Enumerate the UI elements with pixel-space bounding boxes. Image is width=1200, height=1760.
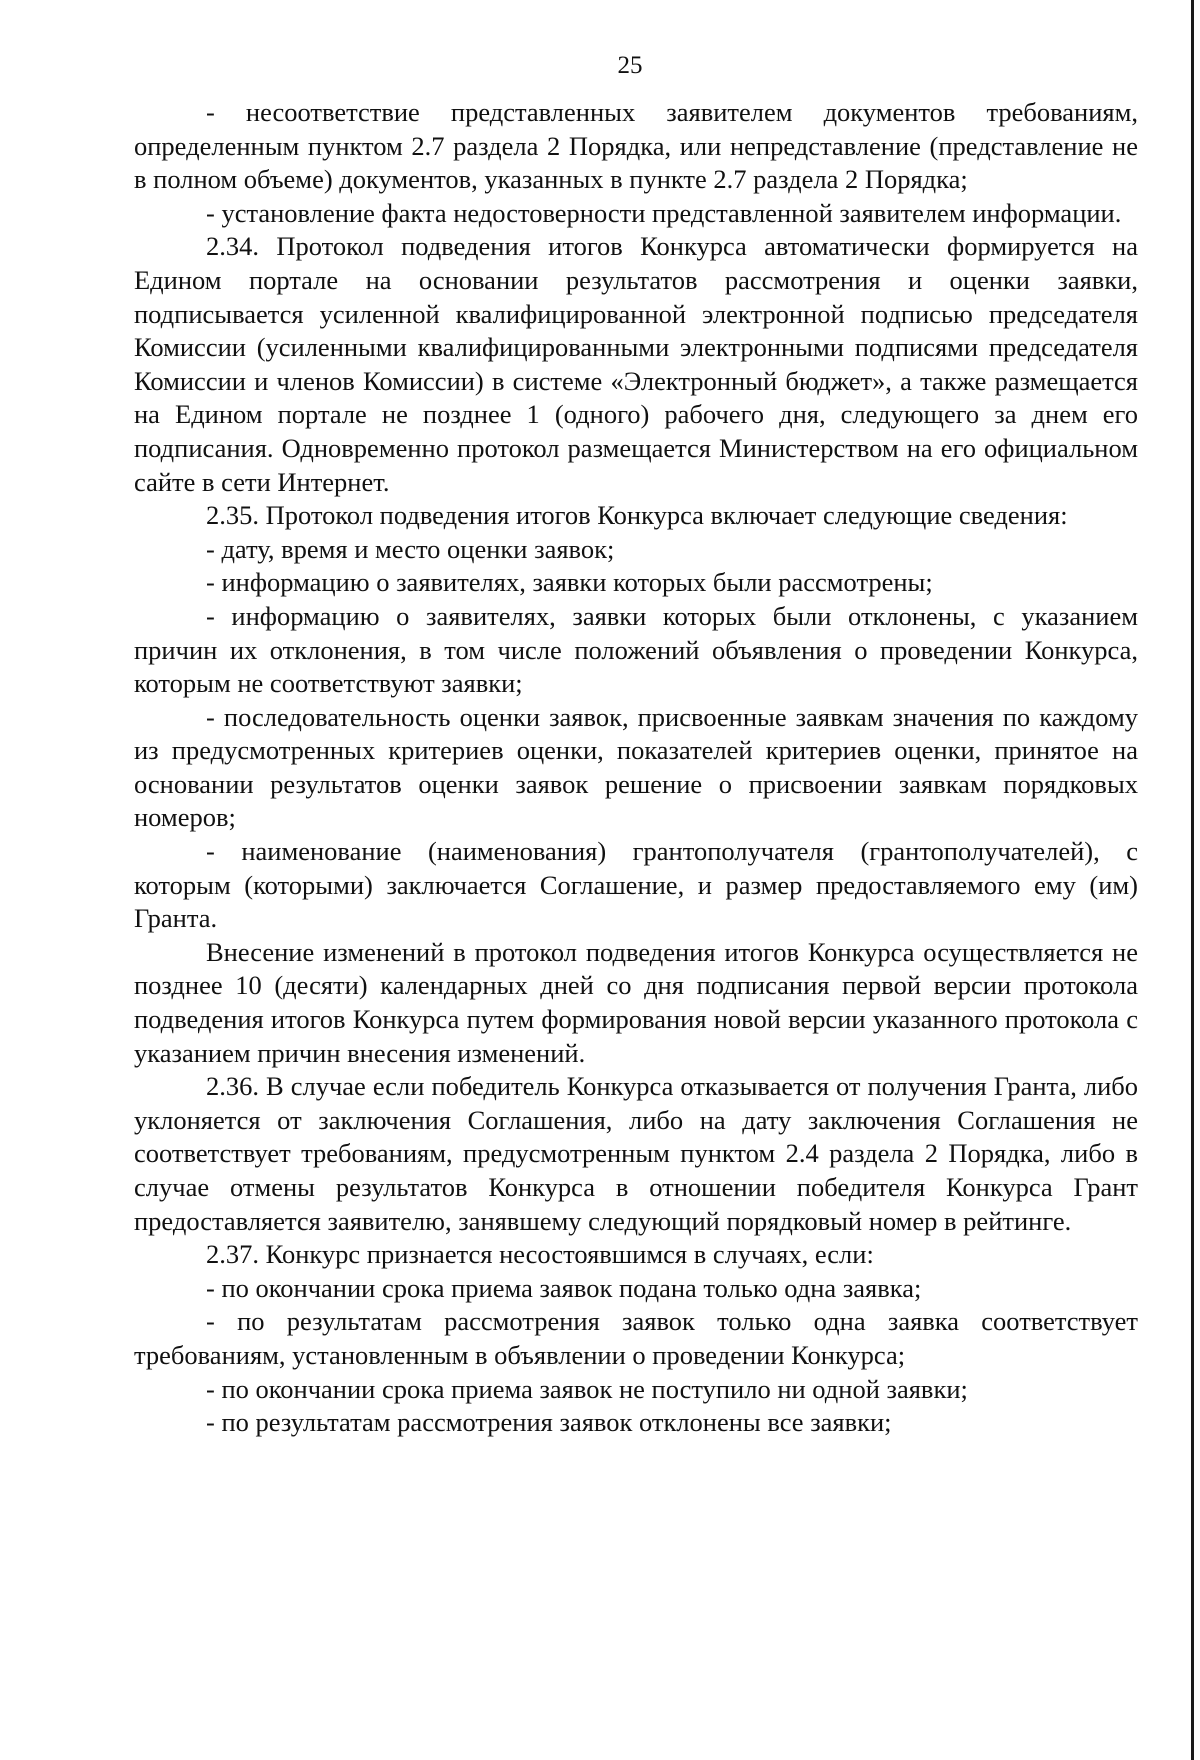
paragraph-2-36: 2.36. В случае если победитель Конкурса отказывается от получения Гранта, либо уклоняется от заключения Соглашения, либо на дату заключения Соглашения не соответствует требованиям, предусмотренным пунктом 2.4 раздела 2 Порядка, либо в случае отмены результатов Конкурса в отношении победителя Конкурса Грант предоставляется заявителю, занявшему следующий порядковый номер в рейтинге. [134,1071,1138,1236]
list-item-single-compliant: - по результатам рассмотрения заявок только одна заявка соответствует требованиям, установленным в объявлении о проведении Конкурса; [134,1306,1138,1370]
list-item-reviewed-applicants: - информацию о заявителях, заявки которых были рассмотрены; [206,567,933,598]
list-item-evaluation-sequence: - последовательность оценки заявок, присвоенные заявкам значения по каждому из предусмотренных критериев оценки, показателей критериев оценки, принятое на основании результатов оценки заявок решение о присвоении заявкам порядковых номеров; [134,701,1138,833]
list-item-single-application: - по окончании срока приема заявок подана только одна заявка; [206,1272,922,1303]
paragraph-2-35: 2.35. Протокол подведения итогов Конкурса включает следующие сведения: [206,500,1068,531]
paragraph-protocol-changes: Внесение изменений в протокол подведения итогов Конкурса осуществляется не позднее 10 (десяти) календарных дней со дня подписания первой версии протокола подведения итогов Конкурса путем формирования новой версии указанного протокола с указанием причин внесения изменений. [134,936,1138,1068]
list-item-date-time-place: - дату, время и место оценки заявок; [206,533,615,564]
paragraph-2-37: 2.37. Конкурс признается несостоявшимся в случаях, если: [206,1239,874,1270]
paragraph-false-information: - установление факта недостоверности представленной заявителем информации. [206,197,1122,228]
list-item-grant-recipient: - наименование (наименования) грантополучателя (грантополучателей), с которым (которыми) заключается Соглашение, и размер предоставляемого ему (им) Гранта. [134,836,1138,934]
list-item-all-rejected: - по результатам рассмотрения заявок отклонены все заявки; [206,1407,892,1438]
page-number: 25 [617,52,643,79]
list-item-rejected-applicants: - информацию о заявителях, заявки которых были отклонены, с указанием причин их отклонения, в том числе положений объявления о проведении Конкурса, которым не соответствуют заявки; [134,600,1138,699]
scan-edge-line [1191,0,1194,1760]
list-item-no-applications: - по окончании срока приема заявок не поступило ни одной заявки; [206,1373,968,1404]
paragraph-2-34: 2.34. Протокол подведения итогов Конкурса автоматически формируется на Едином портале на основании результатов рассмотрения и оценки заявки, подписывается усиленной квалифицированной электронной подписью председателя Комиссии (усиленными квалифицированными электронными подписями председателя Комиссии и членов Комиссии) в системе «Электронный бюджет», а также размещается на Едином портале не позднее 1 (одного) рабочего дня, следующего за днем его подписания. Одновременно протокол размещается Министерством на его официальном сайте в сети Интернет. [134,231,1138,497]
document-body [134,96,1138,1440]
paragraph-noncompliance: - несоответствие представленных заявителем документов требованиям, определенным пунктом 2.7 раздела 2 Порядка, или непредставление (представление не в полном объеме) документов, указанных в пункте 2.7 раздела 2 Порядка; [134,97,1138,195]
